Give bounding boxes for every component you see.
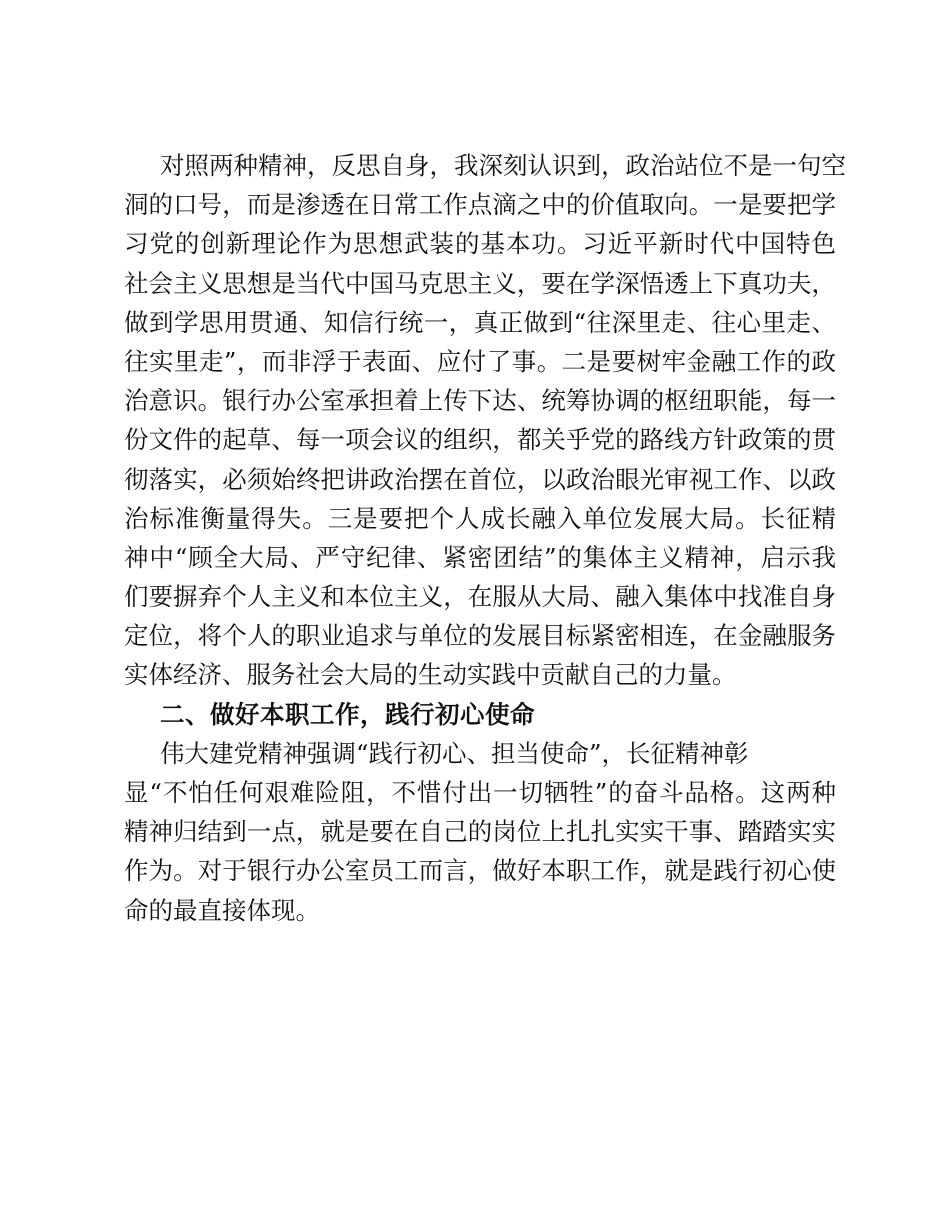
text-line: 洞的口号，而是渗透在日常工作点滴之中的价值取向。一是要把学 [124, 190, 836, 220]
text-line: 作为。对于银行办公室员工而言，做好本职工作，就是践行初心使 [124, 856, 836, 886]
text-line: 对照两种精神，反思自身，我深刻认识到，政治站位不是一句空 [160, 151, 846, 180]
text-line: 实体经济、服务社会大局的生动实践中贡献自己的力量。 [124, 660, 737, 690]
paragraph-1 [124, 146, 846, 695]
text-line: 精神归结到一点，就是要在自己的岗位上扎扎实实干事、踏踏实实 [124, 817, 836, 847]
text-line: 做到学思用贯通、知信行统一，真正做到“往深里走、往心里走、 [124, 307, 836, 337]
text-line: 彻落实，必须始终把讲政治摆在首位，以政治眼光审视工作、以政 [124, 464, 836, 494]
text-line: 伟大建党精神强调“践行初心、担当使命”，长征精神彰 [160, 738, 749, 768]
text-line: 社会主义思想是当代中国马克思主义，要在学深悟透上下真功夫， [124, 268, 836, 298]
text-line: 治标准衡量得失。三是要把个人成长融入单位发展大局。长征精 [124, 503, 836, 533]
section-heading: 二、做好本职工作，践行初心使命 [160, 699, 535, 729]
paragraph-2 [124, 734, 836, 930]
text-line: 定位，将个人的职业追求与单位的发展目标紧密相连，在金融服务 [124, 621, 836, 651]
text-line: 显“不怕任何艰难险阻，不惜付出一切牺牲”的奋斗品格。这两种 [124, 778, 836, 807]
text-line: 治意识。银行办公室承担着上传下达、统筹协调的枢纽职能，每一 [124, 386, 836, 416]
text-line: 神中“顾全大局、严守纪律、紧密团结”的集体主义精神，启示我 [124, 542, 836, 572]
document-page [124, 146, 846, 930]
text-line: 往实里走”，而非浮于表面、应付了事。二是要树牢金融工作的政 [124, 346, 836, 376]
text-line: 们要摒弃个人主义和本位主义，在服从大局、融入集体中找准自身 [124, 582, 836, 612]
text-line: 份文件的起草、每一项会议的组织，都关乎党的路线方针政策的贯 [124, 425, 836, 455]
text-line: 命的最直接体现。 [124, 895, 320, 925]
text-line: 习党的创新理论作为思想武装的基本功。习近平新时代中国特色 [124, 229, 836, 259]
